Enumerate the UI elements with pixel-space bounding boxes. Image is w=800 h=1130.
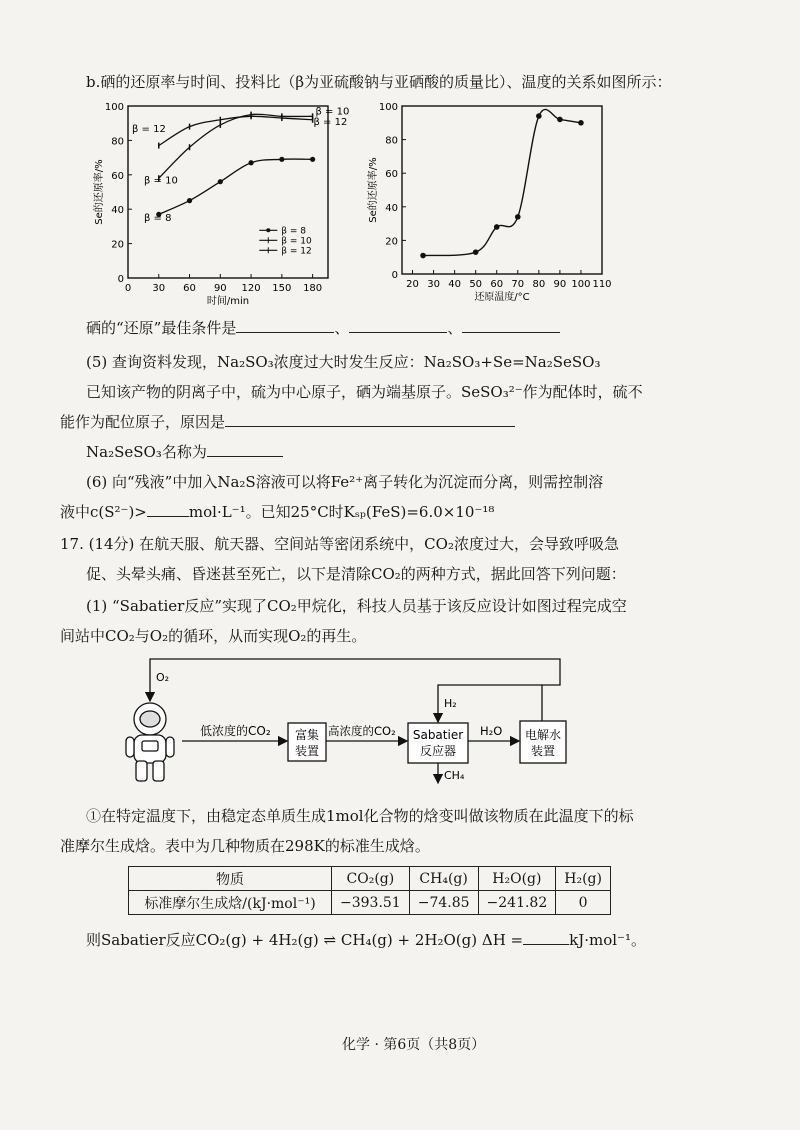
y-axis-label: Se的还原率/% xyxy=(368,157,379,223)
page-footer: 化学 · 第6页（共8页） xyxy=(342,1037,486,1053)
x-axis-label: 还原温度/°C xyxy=(474,292,530,303)
x-tick-label: 90 xyxy=(553,279,567,290)
table-row-label: 标准摩尔生成焓/(kJ·mol⁻¹) xyxy=(129,891,332,915)
h2-label: H₂ xyxy=(444,697,457,710)
curve-label: β = 8 xyxy=(144,213,172,225)
plot-frame xyxy=(402,106,602,274)
data-point xyxy=(420,253,426,259)
y-tick-label: 20 xyxy=(111,239,124,251)
separator-1: 、 xyxy=(334,319,350,337)
data-point xyxy=(279,157,284,162)
q17-1-line-2: 间站中CO₂与O₂的循环，从而实现O₂的再生。 xyxy=(60,627,367,645)
answer-blank-s2[interactable] xyxy=(147,502,189,517)
y-tick-label: 0 xyxy=(391,270,398,281)
data-point xyxy=(578,120,584,126)
x-tick-label: 0 xyxy=(124,283,132,294)
table-cell: −241.82 xyxy=(478,891,556,915)
chart-temperature xyxy=(362,98,622,310)
table-header: CO₂(g) xyxy=(332,867,410,891)
q6-line-1: (6) 向“残液”中加入Na₂S溶液可以将Fe²⁺离子转化为沉淀而分离，则需控制溶 xyxy=(86,473,604,491)
answer-blank-reason[interactable] xyxy=(225,412,515,427)
legend-label: β = 12 xyxy=(281,246,312,257)
chart-time xyxy=(90,98,350,310)
table-cell: 0 xyxy=(556,891,611,915)
y-axis-label: Se的还原率/% xyxy=(94,159,105,225)
data-point xyxy=(473,249,479,255)
y-tick-label: 80 xyxy=(111,136,124,148)
q5-reason-text: 能作为配位原子，原因是 xyxy=(60,413,226,431)
circle1-line-1: ①在特定温度下，由稳定态单质生成1mol化合物的焓变叫做该物质在此温度下的标 xyxy=(86,807,634,825)
x-tick-label: 70 xyxy=(511,279,525,290)
y-tick-label: 60 xyxy=(111,170,124,182)
q5-name-text: Na₂SeSO₃名称为 xyxy=(86,443,207,461)
legend-label: β = 10 xyxy=(281,236,312,247)
x-tick-label: 60 xyxy=(490,279,504,290)
curve-label: β = 10 xyxy=(144,175,178,187)
enrichment-label-2: 装置 xyxy=(294,744,320,758)
best-condition-text: 硒的“还原”最佳条件是 xyxy=(86,319,237,337)
table-header: CH₄(g) xyxy=(409,867,478,891)
loop-line-top xyxy=(150,659,560,728)
q5-known-2 xyxy=(60,412,515,432)
x-tick-label: 20 xyxy=(406,279,419,290)
q5-known-1: 已知该产物的阴离子中，硫为中心原子，硒为端基原子。SeSO₃²⁻作为配体时，硫不 xyxy=(86,383,643,401)
data-point xyxy=(218,179,223,184)
data-point xyxy=(187,198,192,203)
q17-line-1: 17. (14分) 在航天服、航天器、空间站等密闭系统中，CO₂浓度过大，会导致呼吸急 xyxy=(60,535,619,553)
x-tick-label: 30 xyxy=(427,279,440,290)
series-line xyxy=(159,114,313,178)
q17-1-line-1: (1) “Sabatier反应”实现了CO₂甲烷化，科技人员基于该反应设计如图过程完成空 xyxy=(86,597,627,615)
sabatier-dh-post: kJ·mol⁻¹。 xyxy=(569,931,646,949)
data-point xyxy=(494,224,500,230)
x-tick-label: 50 xyxy=(469,279,483,290)
y-tick-label: 100 xyxy=(378,102,398,113)
x-tick-label: 120 xyxy=(241,283,261,294)
series-line xyxy=(159,116,313,145)
y-tick-label: 100 xyxy=(104,102,124,113)
answer-blank-dh[interactable] xyxy=(523,930,569,945)
electrolysis-label-1: 电解水 xyxy=(524,728,562,742)
table-header: 物质 xyxy=(129,867,332,891)
ch4-label: CH₄ xyxy=(444,769,465,782)
x-tick-label: 90 xyxy=(213,283,227,294)
answer-blank-name[interactable] xyxy=(207,442,283,457)
y-tick-label: 40 xyxy=(385,202,398,214)
table-header-row xyxy=(129,867,611,891)
y-tick-label: 40 xyxy=(111,205,124,217)
answer-blank-3[interactable] xyxy=(462,318,560,333)
data-point xyxy=(248,160,253,165)
sabatier-label-1: Sabatier xyxy=(412,728,464,742)
x-tick-label: 40 xyxy=(448,279,461,290)
answer-blank-1[interactable] xyxy=(236,318,334,333)
process-flow-diagram xyxy=(120,655,580,790)
y-tick-label: 0 xyxy=(117,274,124,285)
answer-blank-2[interactable] xyxy=(349,318,447,333)
q5-name-line xyxy=(86,442,283,462)
series-line xyxy=(159,159,313,214)
curve-label: β = 12 xyxy=(313,116,348,128)
x-tick-label: 80 xyxy=(532,279,546,290)
table-header: H₂O(g) xyxy=(478,867,556,891)
o2-label: O₂ xyxy=(156,671,170,684)
circle1-line-2: 准摩尔生成焓。表中为几种物质在298K的标准生成焓。 xyxy=(60,837,430,855)
electrolysis-label-2: 装置 xyxy=(530,744,556,758)
x-tick-label: 180 xyxy=(303,283,323,294)
legend-marker xyxy=(266,228,270,232)
y-tick-label: 60 xyxy=(385,169,398,181)
x-tick-label: 100 xyxy=(571,279,591,290)
x-tick-label: 60 xyxy=(183,283,196,294)
q5-reaction: (5) 查询资料发现，Na₂SO₃浓度过大时发生反应：Na₂SO₃+Se=Na₂SeSO₃ xyxy=(86,353,601,371)
sabatier-label-2: 反应器 xyxy=(419,744,457,758)
curve-label: β = 10 xyxy=(315,106,350,118)
curve-label: β = 12 xyxy=(132,123,166,135)
astronaut-icon xyxy=(126,703,174,781)
formation-enthalpy-table xyxy=(128,866,611,915)
q6-line-2 xyxy=(60,502,494,522)
y-tick-label: 20 xyxy=(385,236,398,248)
h2o-label: H₂O xyxy=(480,724,503,738)
sabatier-dh-pre: 则Sabatier反应CO₂(g) + 4H₂(g) ⇌ CH₄(g) + 2H₂O(g) ΔH = xyxy=(86,931,524,949)
data-point xyxy=(515,214,521,220)
q6-pre: 液中c(S²⁻)> xyxy=(60,503,147,521)
data-point xyxy=(557,117,563,123)
y-tick-label: 80 xyxy=(385,135,398,147)
x-tick-label: 150 xyxy=(272,283,292,294)
high-co2-label: 高浓度的CO₂ xyxy=(328,724,396,738)
separator-2: 、 xyxy=(447,319,463,337)
x-tick-label: 30 xyxy=(152,283,166,294)
q17-line-2: 促、头晕头痛、昏迷甚至死亡，以下是清除CO₂的两种方式，据此回答下列问题： xyxy=(86,565,626,583)
intro-b: b.硒的还原率与时间、投料比（β为亚硫酸钠与亚硒酸的质量比）、温度的关系如图所示： xyxy=(86,73,672,91)
best-condition-line xyxy=(86,318,560,338)
table-row xyxy=(129,891,611,915)
x-axis-label: 时间/min xyxy=(206,296,250,307)
q6-post: mol·L⁻¹。已知25°C时Kₛₚ(FeS)=6.0×10⁻¹⁸ xyxy=(188,503,495,521)
low-co2-label: 低浓度的CO₂ xyxy=(200,724,271,738)
data-point xyxy=(310,157,315,162)
table-cell: −393.51 xyxy=(332,891,410,915)
x-tick-label: 110 xyxy=(592,279,612,290)
sabatier-dh-line xyxy=(86,930,646,950)
fit-curve xyxy=(423,109,581,255)
table-header: H₂(g) xyxy=(556,867,611,891)
enrichment-label-1: 富集 xyxy=(294,728,320,742)
legend-label: β = 8 xyxy=(281,226,307,237)
table-cell: −74.85 xyxy=(409,891,478,915)
data-point xyxy=(536,113,542,119)
